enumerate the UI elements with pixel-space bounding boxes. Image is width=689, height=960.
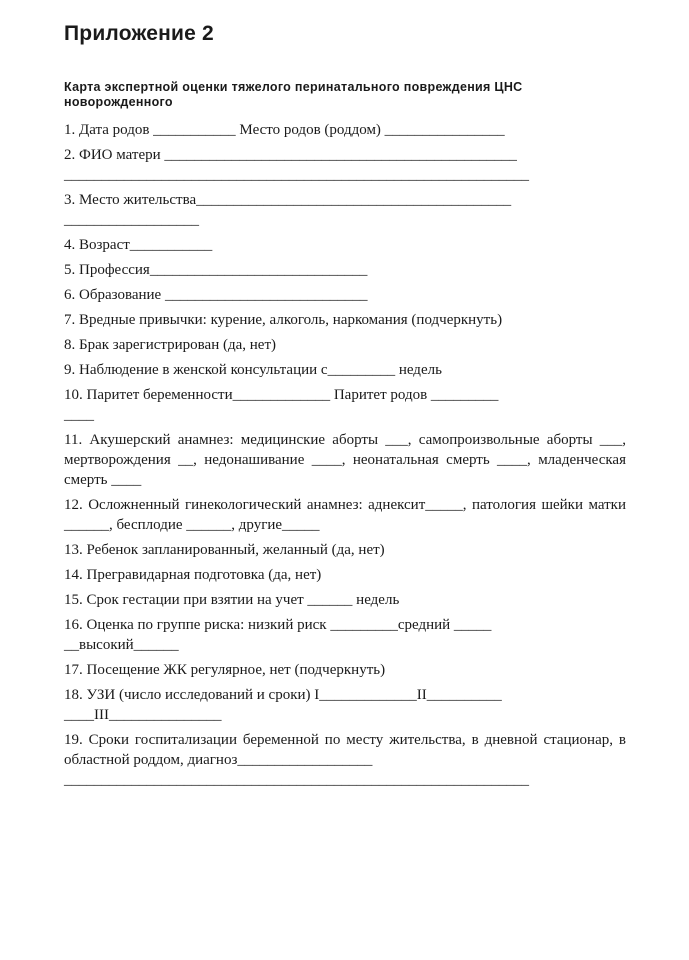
form-item-birth-date-place: 1. Дата родов ___________ Место родов (роддом) ________________: [64, 122, 505, 138]
form-item-hospitalization: 19. Сроки госпитализации беременной по месту жительства, в дневной стационар, в областной роддом, диагноз__________________ ______________________________________________________________: [64, 732, 626, 788]
form-items: [64, 120, 630, 790]
form-item-habits: 7. Вредные привычки: курение, алкоголь, наркомания (подчеркнуть): [64, 312, 503, 328]
form-item-planned-child: 13. Ребенок запланированный, желанный (да, нет): [64, 542, 385, 558]
form-item-clinic-visits: 17. Посещение ЖК регулярное, нет (подчеркнуть): [64, 662, 386, 678]
form-item-residence: 3. Место жительства__________________________________________ __________________: [64, 192, 512, 228]
form-item-gynecological-history: 12. Осложненный гинекологический анамнез: аднексит_____, патология шейки матки ______, бесплодие ______, другие_____: [64, 497, 630, 533]
form-item-marriage: 8. Брак зарегистрирован (да, нет): [64, 337, 276, 353]
page-title: Приложение 2: [64, 22, 214, 45]
document-page: [64, 22, 630, 795]
form-item-pregravid-prep: 14. Прегравидарная подготовка (да, нет): [64, 567, 322, 583]
form-item-education: 6. Образование ___________________________: [64, 287, 368, 303]
form-item-mother-name: 2. ФИО матери _______________________________________________ ______________________________________________________________: [64, 147, 529, 183]
form-item-ultrasound: 18. УЗИ (число исследований и сроки) I_____________II__________ ____III_______________: [64, 687, 502, 723]
form-item-clinic-observation: 9. Наблюдение в женской консультации с_________ недель: [64, 362, 442, 378]
form-item-obstetric-history: 11. Акушерский анамнез: медицинские аборты ___, самопроизвольные аборты ___, мертворождения __, недонашивание ____, неонатальная смерть ____, младенческая смерть ____: [64, 432, 630, 488]
form-title: Карта экспертной оценки тяжелого перинатального повреждения ЦНС новорожденного: [64, 80, 523, 109]
form-item-profession: 5. Профессия_____________________________: [64, 262, 368, 278]
form-item-parity: 10. Паритет беременности_____________ Паритет родов _________ ____: [64, 387, 499, 423]
form-item-risk-group: 16. Оценка по группе риска: низкий риск _________средний _____ __высокий______: [64, 617, 492, 653]
form-item-gestation-term: 15. Срок гестации при взятии на учет ______ недель: [64, 592, 400, 608]
form-item-age: 4. Возраст___________: [64, 237, 213, 253]
